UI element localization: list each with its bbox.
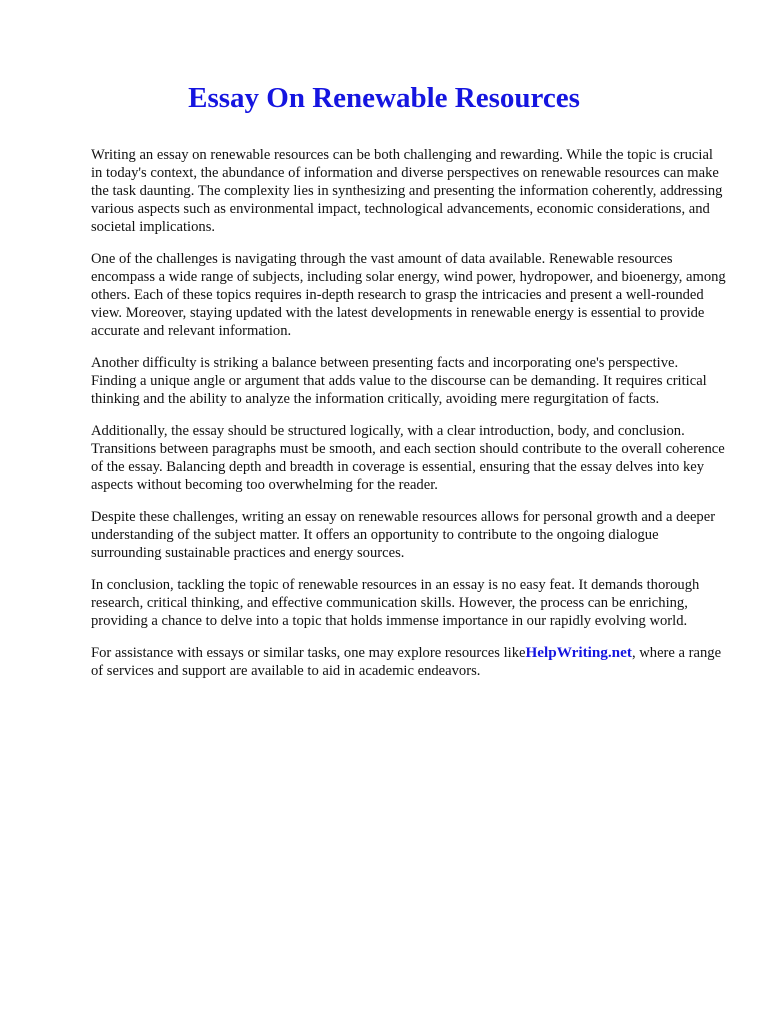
page-title: Essay On Renewable Resources bbox=[188, 82, 580, 114]
paragraph-2: One of the challenges is navigating through the vast amount of data available. Renewable resources encompass a wide range of subjects, including solar energy, wind power, hydropower, and bioenergy, among others. Each of these topics requires in-depth research to grasp the intricacies and present a well-rounded view. Moreover, staying updated with the latest developments in renewable energy is essential to provide accurate and relevant information. bbox=[91, 251, 726, 339]
helpwriting-link[interactable]: HelpWriting.net bbox=[525, 644, 632, 661]
paragraph-final bbox=[91, 644, 727, 680]
essay-body bbox=[91, 146, 727, 694]
paragraph-1: Writing an essay on renewable resources can be both challenging and rewarding. While the topic is crucial in today's context, the abundance of information and diverse perspectives on renewable resources can make the task daunting. The complexity lies in synthesizing and presenting the information coherently, addressing various aspects such as environmental impact, technological advancements, economic considerations, and societal implications. bbox=[91, 147, 723, 235]
paragraph-6: In conclusion, tackling the topic of renewable resources in an essay is no easy feat. It demands thorough research, critical thinking, and effective communication skills. However, the process can be enriching, providing a chance to delve into a topic that holds immense importance in our rapidly evolving world. bbox=[91, 577, 700, 629]
final-text-after-link: , where a range of services and support are available to aid in academic endeavors. bbox=[91, 645, 722, 679]
paragraph-4: Additionally, the essay should be structured logically, with a clear introduction, body, and conclusion. Transitions between paragraphs must be smooth, and each section should contribute to the overall coherence of the essay. Balancing depth and breadth in coverage is essential, ensuring that the essay delves into key aspects without becoming too overwhelming for the reader. bbox=[91, 423, 725, 493]
paragraph-3: Another difficulty is striking a balance between presenting facts and incorporating one's perspective. Finding a unique angle or argument that adds value to the discourse can be demanding. It requires critical thinking and the ability to analyze the information critically, avoiding mere regurgitation of facts. bbox=[91, 355, 707, 407]
paragraph-5: Despite these challenges, writing an essay on renewable resources allows for personal growth and a deeper understanding of the subject matter. It offers an opportunity to contribute to the ongoing dialogue surrounding sustainable practices and energy sources. bbox=[91, 509, 716, 561]
final-text-before-link: For assistance with essays or similar tasks, one may explore resources like bbox=[91, 645, 526, 661]
